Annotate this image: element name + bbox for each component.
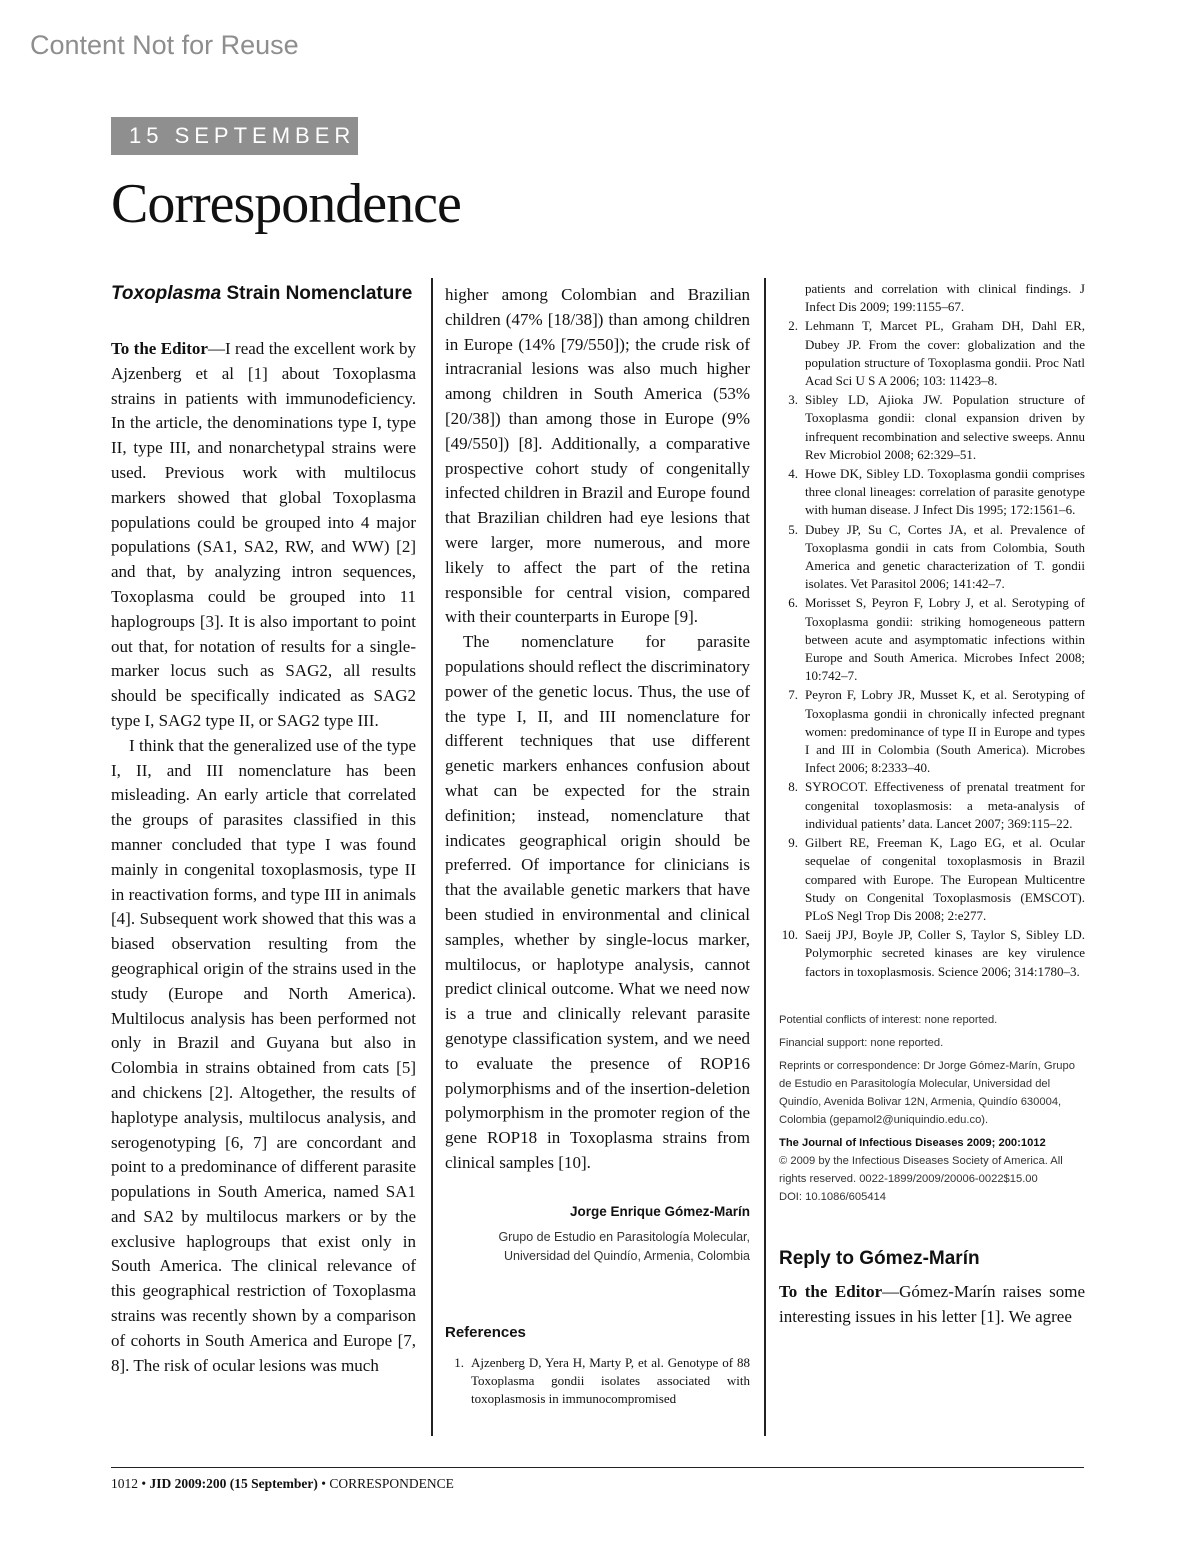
author-affiliation-2: Universidad del Quindío, Armenia, Colombia bbox=[504, 1248, 750, 1263]
column-divider-1 bbox=[431, 278, 433, 1436]
page-footer bbox=[111, 1476, 454, 1492]
reference-number: 4. bbox=[788, 466, 798, 482]
reference-text: Ajzenberg D, Yera H, Marty P, et al. Genotype of 88 Toxoplasma gondii isolates associated with toxoplasmosis in immunocompromised bbox=[471, 1354, 750, 1407]
journal-name: The Journal of Infectious Diseases 2009; 200:1012 bbox=[779, 1136, 1046, 1149]
article-title bbox=[111, 283, 416, 304]
financial-support-note: Financial support: none reported. bbox=[779, 1036, 944, 1049]
reference-number: 2. bbox=[788, 318, 798, 334]
reference-item bbox=[779, 317, 1085, 390]
reference-item bbox=[779, 778, 1085, 833]
reference-item bbox=[779, 391, 1085, 464]
reference-number: 7. bbox=[788, 687, 798, 703]
references-list-part-2 bbox=[779, 280, 1085, 981]
footer-journal: JID 2009:200 (15 September) bbox=[149, 1476, 318, 1491]
section-title: Correspondence bbox=[111, 173, 461, 235]
reference-text: Howe DK, Sibley LD. Toxoplasma gondii comprises three clonal lineages: correlation of parasite genotype with human disease. J Infect Dis 1995; 172:1561–6. bbox=[805, 466, 1085, 518]
column-divider-2 bbox=[764, 278, 766, 1436]
page-number: 1012 bbox=[111, 1476, 138, 1491]
reply-text: —Gómez-Marín raises some interesting issues in his letter [1]. We agree bbox=[779, 1281, 1085, 1326]
reply-title: Reply to Gómez-Marín bbox=[779, 1247, 980, 1269]
column-2 bbox=[445, 283, 750, 1409]
issue-date-band: 15 SEPTEMBER bbox=[111, 117, 358, 155]
reference-number: 9. bbox=[788, 835, 798, 851]
footer-bullet: • bbox=[141, 1476, 150, 1491]
reference-text: Peyron F, Lobry JR, Musset K, et al. Serotyping of Toxoplasma gondii in chronically infected pregnant women: predominance of type II in Europe and types I and III in Colombia (South America). Microbes Infect 2006; 8:2333–40. bbox=[805, 687, 1085, 776]
reference-text: Gilbert RE, Freeman K, Lago EG, et al. Ocular sequelae of congenital toxoplasmosis in Brazil compared with Europe. The European Multicentre Study on Congenital Toxoplasmosis (EMSCOT). PLoS Negl Trop Dis 2008; 2:e277. bbox=[805, 835, 1085, 923]
paragraph-lead: To the Editor bbox=[111, 339, 208, 358]
reference-text: Dubey JP, Su C, Cortes JA, et al. Prevalence of Toxoplasma gondii in cats from Colombia, South America and genetic characterization of T. gondii isolates. Vet Parasitol 2006; 141:42–7. bbox=[805, 521, 1085, 592]
reference-number: 10. bbox=[781, 927, 798, 943]
footer-bullet: • bbox=[321, 1476, 330, 1491]
reference-item-continued bbox=[779, 280, 1085, 316]
column-1 bbox=[111, 283, 416, 1378]
reference-item bbox=[779, 465, 1085, 520]
reference-number: 1. bbox=[454, 1354, 464, 1370]
author-name: Jorge Enrique Gómez-Marín bbox=[569, 1203, 750, 1219]
reference-text: Morisset S, Peyron F, Lobry J, et al. Serotyping of Toxoplasma gondii: striking homogeneous pattern between acute and asymptomatic infections within Europe and South America. Microbes Infect 2008; 10:742–7. bbox=[805, 595, 1085, 684]
footer-section: CORRESPONDENCE bbox=[329, 1476, 454, 1491]
footer-rule bbox=[111, 1467, 1084, 1468]
paragraph-1 bbox=[111, 337, 416, 734]
paragraph-1-text: —I read the excellent work by Ajzenberg et al [1] about Toxoplasma strains in patients with immunodeficiency. In the article, the denominations type I, type II, type III, and nonarchetypal strains were used. Previous work with multilocus markers showed that global Toxoplasma populations could be grouped into 4 major populations (SA1, SA2, RW, and WW) [2] and that, by analyzing intron sequences, Toxoplasma could be grouped into 11 haplogroups [3]. It is also important to point out that, for notation of results for a single-marker locus such as SAG2, all results should be specifically indicated as SAG2 type I, SAG2 type II, or SAG2 type III. bbox=[111, 339, 416, 730]
reference-item bbox=[779, 521, 1085, 594]
reference-item bbox=[779, 594, 1085, 685]
reference-text: patients and correlation with clinical findings. J Infect Dis 2009; 199:1155–67. bbox=[805, 281, 1085, 315]
reference-item bbox=[779, 834, 1085, 925]
paragraph-2-part-1: I think that the generalized use of the type I, II, and III nomenclature has been misleading. An early article that correlated the groups of parasites classified in this manner concluded that type I was found mainly in congenital toxoplasmosis, type II in reactivation forms, and type III in animals [4]. Subsequent work showed that this was a biased observation resulting from the geographical origin of the strains used in the study (Europe and North America). Multilocus analysis has been performed not only in Brazil and Guyana but also in Colombia in strains obtained from cats [5] and chickens [2]. Altogether, the results of haplotype analysis, multilocus analysis, and serogenotyping [6, 7] are concordant and point to a predominance of different parasite populations in South America, named SA1 and SA2 by multilocus markers or by the exclusive haplogroups that exist only in South America. The clinical relevance of this geographical restriction of Toxoplasma strains was recently shown by a comparison of cohorts in South America and Europe [7, 8]. The risk of ocular lesions was much bbox=[111, 735, 416, 1375]
doi: DOI: 10.1086/605414 bbox=[779, 1190, 886, 1203]
reference-number: 3. bbox=[788, 392, 798, 408]
author-affiliation-1: Grupo de Estudio en Parasitología Molecular, bbox=[498, 1229, 750, 1244]
copyright-note: © 2009 by the Infectious Diseases Society of America. All rights reserved. 0022-1899/2009/20006-0022$15.00 bbox=[779, 1154, 1063, 1185]
reference-text: Sibley LD, Ajioka JW. Population structure of Toxoplasma gondii: clonal expansion driven by infrequent recombination and selective sweeps. Annu Rev Microbiol 2008; 62:329–51. bbox=[805, 392, 1085, 462]
article-title-italic: Toxoplasma bbox=[111, 283, 222, 304]
reference-item bbox=[779, 686, 1085, 777]
reply-paragraph bbox=[779, 1280, 1085, 1330]
references-heading: References bbox=[445, 1323, 526, 1341]
reference-number: 8. bbox=[788, 779, 798, 795]
article-notes bbox=[779, 1011, 1085, 1206]
reference-text: Lehmann T, Marcet PL, Graham DH, Dahl ER, Dubey JP. From the cover: globalization and the population structure of Toxoplasma gondii. Proc Natl Acad Sci U S A 2006; 103: 11423–8. bbox=[805, 318, 1085, 389]
reply-lead: To the Editor bbox=[779, 1281, 883, 1301]
column-3 bbox=[779, 280, 1085, 1329]
paragraph-2-part-2: higher among Colombian and Brazilian children (47% [18/38]) than among children in Europe (14% [79/550]); the crude risk of intracranial lesions was also much higher among children in South America (53% [20/38]) than among those in Europe (9% [49/550]) [8]. Additionally, a comparative prospective cohort study of congenitally infected children in Brazil and Europe found that Brazilian children had eye lesions that were larger, more numerous, and more likely to affect the part of the retina responsible for central vision, compared with their counterparts in Europe [9]. bbox=[445, 285, 750, 627]
reprints-note: Reprints or correspondence: Dr Jorge Gómez-Marín, Grupo de Estudio en Parasitología Molecular, Universidad del Quindío, Avenida Bolivar 12N, Armenia, Quindío 630004, Colombia (gepamol2@uniquindio.edu.co). bbox=[779, 1059, 1075, 1126]
paragraph-3: The nomenclature for parasite populations should reflect the discriminatory power of the genetic locus. Thus, the use of the type I, II, and III nomenclature for different techniques that use different genetic markers enhances confusion about what can be expected for the strain definition; instead, nomenclature that indicates geographical origin should be preferred. Of importance for clinicians is that the available genetic markers that have been studied in environmental and clinical samples, whether by single-locus marker, multilocus, or haplotype analysis, cannot predict clinical outcome. What we need now is a true and clinically relevant parasite genotype classification system, and we need to evaluate the presence of ROP16 polymorphisms and of the insertion-deletion polymorphism in the promoter region of the gene ROP18 in Toxoplasma strains from clinical samples [10]. bbox=[445, 632, 750, 1172]
reference-text: SYROCOT. Effectiveness of prenatal treatment for congenital toxoplasmosis: a meta-analysis of individual patients’ data. Lancet 2007; 369:115–22. bbox=[805, 779, 1085, 831]
article-title-rest: Strain Nomenclature bbox=[221, 283, 413, 304]
reference-number: 6. bbox=[788, 595, 798, 611]
reference-text: Saeij JPJ, Boyle JP, Coller S, Taylor S, Sibley LD. Polymorphic secreted kinases are key virulence factors in toxoplasmosis. Science 2006; 314:1780–3. bbox=[805, 927, 1085, 979]
watermark: Content Not for Reuse bbox=[30, 30, 299, 60]
reference-item bbox=[779, 926, 1085, 981]
journal-citation bbox=[779, 1134, 1085, 1152]
reference-number: 5. bbox=[788, 521, 798, 537]
references-list-part-1 bbox=[445, 1354, 750, 1409]
reference-item bbox=[445, 1354, 750, 1409]
conflicts-note: Potential conflicts of interest: none reported. bbox=[779, 1013, 998, 1026]
